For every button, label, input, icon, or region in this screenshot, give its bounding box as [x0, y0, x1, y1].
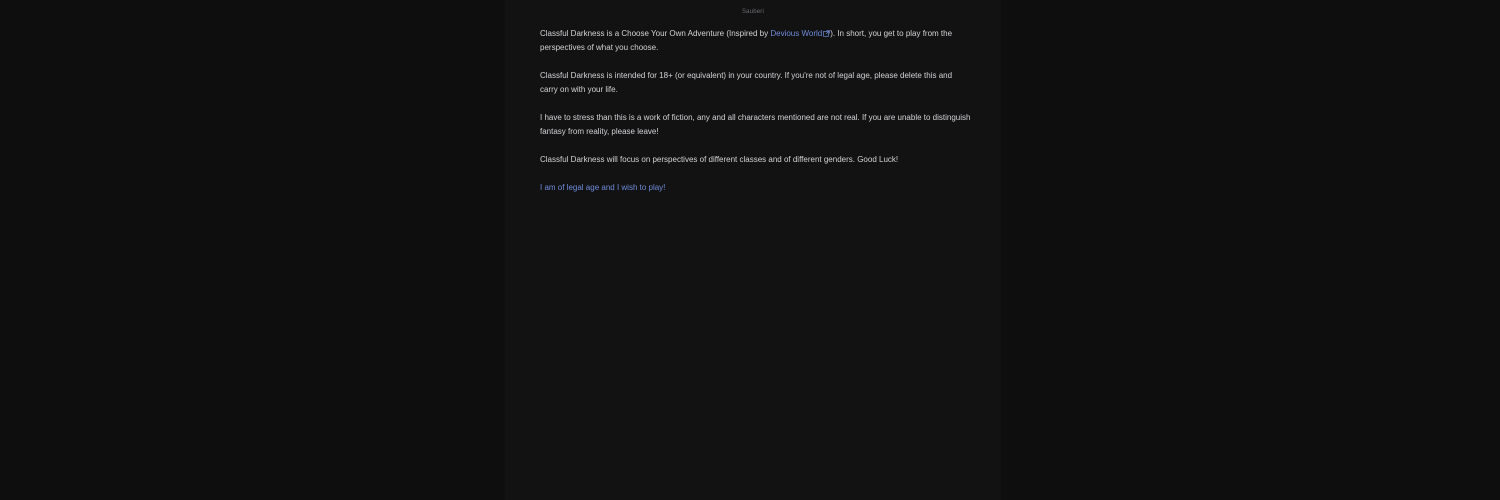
- intro-paragraph-3: I have to stress than this is a work of fiction, any and all characters mentioned are not real. If you are unable to distinguish fantasy from reality, please leave!: [540, 113, 971, 136]
- story-text: [540, 27, 972, 209]
- devious-world-link-label: Devious World: [770, 29, 823, 38]
- legal-age-play-link[interactable]: I am of legal age and I wish to play!: [540, 183, 666, 192]
- intro-p1-before-link: Classful Darkness is a Choose Your Own Adventure (Inspired by: [540, 29, 771, 38]
- intro-p1-after-link: ). In short, you get to play from the perspectives of what you choose.: [540, 29, 953, 52]
- story-column: [505, 0, 1001, 500]
- devious-world-link[interactable]: [770, 29, 830, 38]
- intro-paragraph-2: Classful Darkness is intended for 18+ (or equivalent) in your country. If you're not of legal age, please delete this and carry on with your life.: [540, 71, 953, 94]
- intro-paragraph-1: [540, 27, 972, 55]
- top-bar: [505, 0, 1001, 15]
- top-bar-label: Sauberi: [741, 9, 765, 15]
- choice-paragraph: [540, 181, 972, 195]
- intro-paragraph-4: Classful Darkness will focus on perspectives of different classes and of different genders. Good Luck!: [540, 155, 899, 164]
